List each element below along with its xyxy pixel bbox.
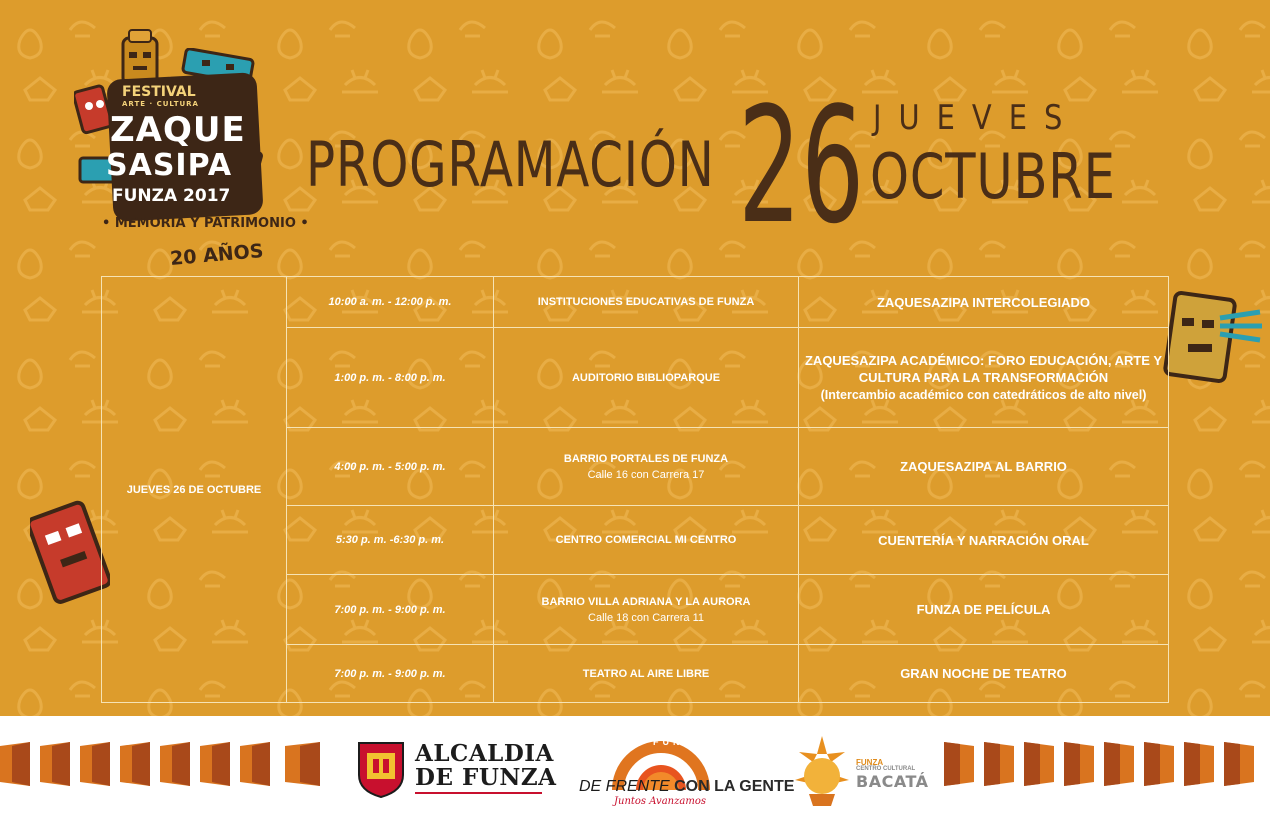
event-cell: ZAQUESAZIPA INTERCOLEGIADO [799, 277, 1169, 328]
day-cell: JUEVES 26 DE OCTUBRE [102, 277, 287, 703]
funza-arc-text: FUNZA [653, 737, 704, 747]
event-cell: ZAQUESAZIPA AL BARRIO [799, 428, 1169, 506]
heading-day: 26 [738, 72, 865, 259]
place-cell [494, 645, 799, 703]
heading-month: OCTUBRE [870, 140, 1116, 213]
heading-programacion: PROGRAMACIÓN [306, 128, 715, 201]
place-name: BARRIO VILLA ADRIANA Y LA AURORA [541, 595, 751, 608]
heading-weekday: JUEVES [873, 98, 1080, 138]
right-flag-strip [944, 740, 1270, 790]
logo-sasipa: SASIPA [106, 148, 233, 183]
place-cell [494, 428, 799, 506]
time-cell: 7:00 p. m. - 9:00 p. m. [287, 645, 494, 703]
event-title: ZAQUESAZIPA ACADÉMICO: FORO EDUCACIÓN, ARTE Y CULTURA PARA LA TRANSFORMACIÓN [804, 352, 1163, 385]
right-mask-icon [1160, 282, 1270, 392]
left-flag-strip [0, 740, 330, 790]
logo-arte-cultura: ARTE · CULTURA [122, 100, 199, 108]
place-cell [494, 506, 799, 575]
bacata-small-text: FUNZA [856, 758, 884, 767]
logo-zaque: ZAQUE [110, 110, 246, 150]
logo-funza-year: FUNZA 2017 [112, 186, 231, 206]
place-name: INSTITUCIONES EDUCATIVAS DE FUNZA [537, 296, 755, 308]
place-name: AUDITORIO BIBLIOPARQUE [571, 371, 721, 384]
alcaldia-shield-icon [357, 739, 405, 799]
table-row [102, 277, 1169, 328]
place-cell [494, 575, 799, 645]
time-cell: 1:00 p. m. - 8:00 p. m. [287, 328, 494, 428]
event-subtitle: (Intercambio académico con catedráticos de alto nivel) [820, 387, 1147, 402]
place-address: Calle 18 con Carrera 11 [588, 611, 704, 624]
bacata-big-text: BACATÁ [856, 772, 929, 791]
funza-subtitle: Juntos Avanzamos [614, 796, 706, 807]
alcaldia-line1: ALCALDIA [415, 740, 554, 767]
event-cell [799, 328, 1169, 428]
funza-tag-a: DE FRENTE [579, 778, 675, 795]
place-cell [494, 277, 799, 328]
time-cell: 7:00 p. m. - 9:00 p. m. [287, 575, 494, 645]
time-cell: 10:00 a. m. - 12:00 p. m. [287, 277, 494, 328]
bacata-mid-text: CENTRO CULTURAL [856, 766, 916, 772]
footer [0, 716, 1270, 827]
place-name: BARRIO PORTALES DE FUNZA [563, 452, 729, 465]
funza-tagline [579, 778, 794, 796]
event-cell: CUENTERÍA Y NARRACIÓN ORAL [799, 506, 1169, 575]
place-name: TEATRO AL AIRE LIBRE [582, 667, 710, 680]
logo-anos: 20 AÑOS [169, 239, 265, 271]
time-cell: 5:30 p. m. -6:30 p. m. [287, 506, 494, 575]
event-cell: FUNZA DE PELÍCULA [799, 575, 1169, 645]
place-address: Calle 16 con Carrera 17 [587, 468, 705, 481]
alcaldia-underline [415, 792, 542, 794]
time-cell: 4:00 p. m. - 5:00 p. m. [287, 428, 494, 506]
funza-tag-b: CON LA GENTE [674, 778, 795, 795]
alcaldia-line2: DE FUNZA [415, 764, 557, 791]
logo-festival: FESTIVAL [122, 84, 196, 100]
place-name: CENTRO COMERCIAL MI CENTRO [555, 534, 737, 546]
left-mask-icon [30, 500, 110, 610]
schedule-table [101, 276, 1169, 703]
event-cell: GRAN NOCHE DE TEATRO [799, 645, 1169, 703]
place-cell [494, 328, 799, 428]
logo-memoria: • MEMORIA Y PATRIMONIO • [102, 216, 309, 231]
bacata-sun-icon [791, 730, 853, 810]
festival-logo [70, 28, 309, 278]
